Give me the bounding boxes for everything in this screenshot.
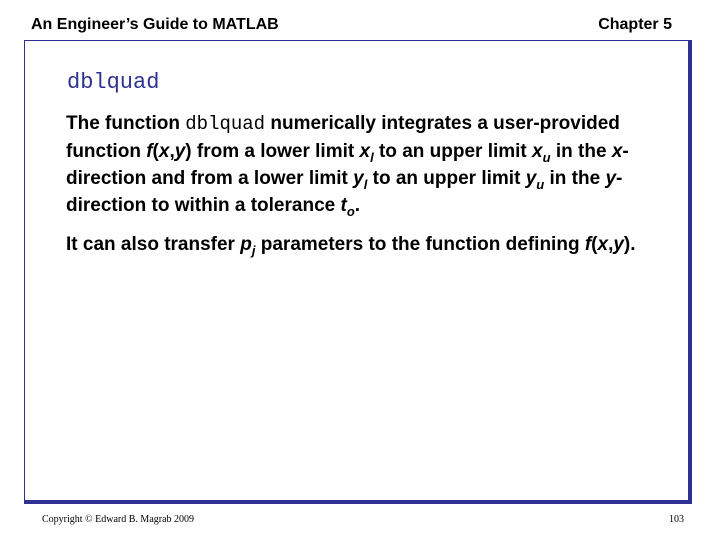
- text: (: [152, 141, 159, 162]
- sub-u: u: [536, 176, 545, 192]
- text: The function: [66, 113, 186, 134]
- text: numerically integrates a user-provided function: [66, 113, 620, 162]
- sub-l: l: [370, 149, 374, 165]
- text: to an upper limit: [373, 141, 533, 162]
- sub-o: o: [346, 203, 355, 219]
- text: ,: [169, 141, 175, 162]
- text: in the: [544, 168, 606, 189]
- page-number: 103: [669, 514, 684, 525]
- var-x-lower: x: [359, 141, 371, 162]
- var-f: f: [584, 234, 592, 255]
- var-p: p: [240, 234, 252, 255]
- var-x: x: [158, 141, 170, 162]
- var-y-dir: y: [605, 168, 617, 189]
- var-tolerance: t: [340, 195, 347, 216]
- sub-j: j: [251, 242, 256, 258]
- slide-title: dblquad: [67, 70, 160, 95]
- var-x: x: [597, 234, 609, 255]
- text: parameters to the function defining: [255, 234, 585, 255]
- sub-l: l: [363, 176, 368, 192]
- text: (: [591, 234, 598, 255]
- paragraph-description: [66, 110, 666, 219]
- code-dblquad: dblquad: [185, 113, 266, 135]
- text: in the: [550, 141, 612, 162]
- paragraph-parameters: [66, 231, 666, 258]
- var-x-dir: x: [611, 141, 623, 162]
- header-title: An Engineer’s Guide to MATLAB: [31, 16, 279, 33]
- var-y-lower: y: [353, 168, 364, 189]
- var-f: f: [146, 141, 153, 162]
- copyright-footer: Copyright © Edward B. Magrab 2009: [42, 514, 195, 525]
- var-y: y: [613, 234, 624, 255]
- text: ) from a lower limit: [185, 141, 360, 162]
- text: It can also transfer: [66, 234, 241, 255]
- chapter-label: Chapter 5: [598, 16, 672, 33]
- text: ,: [608, 234, 614, 255]
- text: ).: [623, 234, 636, 255]
- sub-u: u: [542, 149, 551, 165]
- text: -direction to within a tolerance: [66, 168, 623, 216]
- var-y: y: [174, 141, 186, 162]
- text: .: [354, 195, 361, 216]
- var-y-upper: y: [525, 168, 537, 189]
- text: to an upper limit: [367, 168, 526, 189]
- var-x-upper: x: [532, 141, 543, 162]
- text: -direction and from a lower limit: [66, 141, 629, 189]
